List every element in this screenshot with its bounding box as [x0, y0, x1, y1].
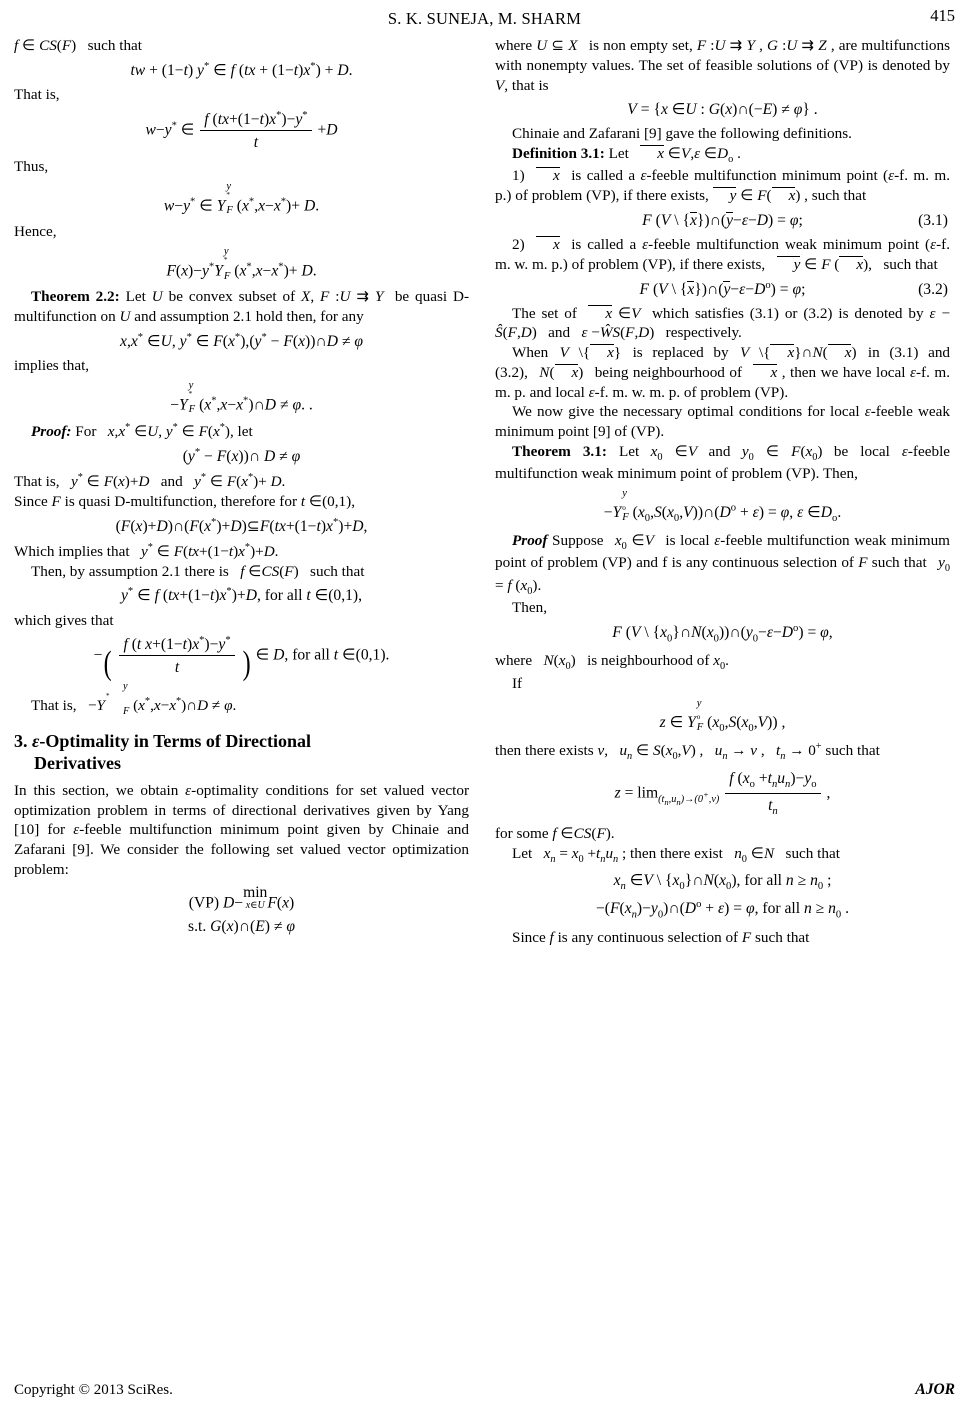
page-footer: [14, 1378, 955, 1402]
right-equation-3-2: F (V \ $\{x\})\cap(y-\varepsilon-D^o) = \varphi$; (3.2): [639, 279, 948, 298]
right-para-6: Then,: [512, 599, 548, 617]
section-3-title-line2: Derivatives: [34, 752, 121, 773]
left-para-6: That is, y* ∈ F(x)+D and y* ∈ F(x*)+ D.: [14, 471, 286, 491]
right-equation-3-1: F (V \ {x})∩(y−ε−D) = φ; (3.1): [642, 211, 948, 229]
theorem-2-2: [14, 287, 469, 327]
proof-2-2-label: Proof:: [31, 423, 72, 441]
left-equation-vp-line2: s.t. G(x)∩(E) ≠ φ: [188, 918, 295, 936]
left-para-10: which gives that: [14, 611, 114, 629]
section-3-number: 3.: [14, 730, 28, 751]
definition-3-1: [495, 144, 950, 166]
theorem-3-1-text: Let $x_0$ ∈V and $y_0$ ∈ $F(x_0)$ be local ε-feeble multifunction weak minimum point of problem (VP). Then,: [495, 442, 951, 483]
left-equation-6: −Y y * F (x*,x−x*)∩D ≠ φ. .: [170, 379, 313, 416]
theorem-3-1: [495, 442, 950, 484]
left-equation-7: (y* − F(x))∩ D ≠ φ: [182, 446, 301, 465]
section-3-title-line1: -Optimality in Terms of Directional: [39, 730, 312, 751]
left-equation-9: y* ∈ f (tx+(1−t)x*)+D, for all t ∈(0,1),: [121, 586, 362, 605]
proof-2-2-text: For x,x* ∈U, y* ∈ F(x*), let: [75, 421, 253, 441]
left-equation-1: tw + (1−t) y* ∈ f (tx + (1−t)x*) + D.: [130, 60, 353, 79]
equation-tag-3-2: (3.2): [918, 280, 948, 298]
theorem-2-2-label: Theorem 2.2:: [31, 288, 120, 306]
left-para-1: f ∈ CS(F) such that: [14, 37, 143, 54]
right-para-11: Let $x_n = x_0 +t_nu_n$ ; then there exist $n_0$ ∈N such that: [512, 844, 840, 865]
left-para-11: That is, −Y y * F (x*,x−x*)∩D ≠ φ.: [31, 681, 237, 717]
right-para-1: where U ⊆ X is non empty set, F :U ⇉ Y , G :U ⇉ Z , are multifunctions with nonempty values. The set of feasible solutions of (VP) is denoted by V, that is: [495, 37, 951, 94]
left-equation-4: F(x)−y*Y y * F (x*,x−x*)+ D.: [166, 245, 317, 282]
right-para-9: then there exists v, $u_n$ ∈ $S(x_0,V)$ , $u_n \to v$ , $t_n \to 0^+$ such that: [495, 741, 880, 763]
definition-item-1: 1) x is called a ε-feeble multifunction minimum point (ε-f. m. m. p.) of problem (VP), if there exists, y ∈ F( x) , such that: [495, 167, 950, 205]
definition-3-1-text: Let x ∈V,ε $\in D_o$ .: [608, 145, 741, 166]
left-equation-vp-line1: (VP) D− min x∈U F(x): [188, 883, 295, 912]
right-equation-3: F (V \ $\{x_0\}\cap N(x_0))\cap(y_0-\varepsilon-D^o) = \varphi$,: [612, 623, 833, 645]
left-equation-3: w−y* ∈ Y y * F (x*,x−x*)+ D.: [163, 180, 320, 217]
journal-abbreviation: AJOR: [915, 1381, 955, 1398]
left-para-8: Which implies that y* ∈ F(tx+(1−t)x*)+D.: [14, 541, 279, 560]
left-equation-2: w−y* ∈ $\frac{f (tx+(1-t)x^*)-y^*}{t}$ +D: [145, 109, 338, 151]
page-number: 415: [930, 6, 955, 25]
left-para-12: In this section, we obtain ε-optimality conditions for set valued vector optimization problem in terms of directional derivatives given by Yang [10] for ε-feeble multifunction minimum point given by Chinaie and Zafarani [9]. We consider the following set valued vector optimization problem:: [14, 781, 469, 878]
right-equation-2: −Y y $_o$ F $(x_0,S(x_0,V))\cap(D^o + \varepsilon) = \varphi$, ε $\in D_o$.: [603, 488, 842, 525]
right-equation-1: V = {x ∈U : G(x)∩(−E) ≠ φ} .: [627, 101, 818, 119]
right-para-7: where $N(x_0)$ is neighbourhood of $x_0$.: [495, 652, 729, 673]
definition-3-1-label: Definition 3.1:: [512, 145, 605, 163]
proof-3-1-text: Suppose $x_0$ ∈V is local ε-feeble multifunction weak minimum point of problem (VP) and f is any continuous selection of F such that $y_0 = f$ $(x_0)$.: [495, 531, 951, 597]
left-column: [14, 36, 469, 1354]
section-3-heading: 3. ε-Optimality in Terms of Directional Derivatives: [14, 731, 469, 775]
right-equation-6: $x_n$ ∈V \ $\{x_0\}\cap N(x_0)$, for all $n \ge n_0$ ;: [613, 872, 832, 893]
copyright-notice: Copyright © 2013 SciRes.: [14, 1381, 173, 1398]
right-para-10: for some f ∈CS(F).: [495, 825, 615, 843]
proof-3-1-label: Proof: [512, 531, 548, 549]
proof-3-1: [495, 531, 950, 598]
left-para-9: Then, by assumption 2.1 there is f ∈CS(F) such that: [31, 562, 365, 580]
right-column: [495, 36, 950, 1354]
theorem-3-1-label: Theorem 3.1:: [512, 442, 607, 460]
equation-tag-3-1: (3.1): [918, 211, 948, 229]
right-equation-5: $z = \lim_{(t_n,u_n)\to(0^+,v)}$ $\frac{f (x_o +t_nu_n)-y_o}{t_n}$ ,: [614, 769, 831, 818]
left-para-7: Since F is quasi D-multifunction, therefore for t ∈(0,1),: [14, 492, 355, 510]
right-para-5: We now give the necessary optimal conditions for local ε-feeble weak minimum point [9] of (VP).: [495, 403, 950, 441]
left-equation-5: x,x* ∈U, y* ∈ F(x*),(y* − F(x))∩D ≠ φ: [120, 331, 363, 350]
left-para-4: Hence,: [14, 223, 57, 241]
right-para-2: Chinaie and Zafarani [9] gave the following definitions.: [512, 125, 852, 143]
two-column-body: [14, 36, 955, 1354]
left-para-3: Thus,: [14, 157, 49, 175]
right-equation-7: $-(F(x_n)-y_0)\cap(D^o + \varepsilon) = \varphi$, for all $n \ge n_0$ .: [595, 899, 850, 921]
running-head-authors: S. K. SUNEJA, M. SHARM: [387, 9, 582, 28]
right-para-8: If: [512, 674, 523, 692]
left-equation-8: (F(x)+D)∩(F(x*)+D)⊆F(tx+(1−t)x*)+D,: [115, 516, 368, 535]
right-para-12: Since f is any continuous selection of F such that: [512, 928, 810, 946]
right-equation-4: z ∈ Y y $_o$ F $(x_0,S(x_0,V))$ ,: [659, 697, 786, 734]
definition-item-2: 2) x is called a ε-feeble multifunction weak minimum point (ε-f. m. w. m. p.) of problem (VP), if there exists, y ∈ F ( x), such that: [495, 236, 950, 273]
running-head: [14, 6, 955, 32]
left-equation-10: −( $\frac{f (t x+(1-t)x^*)-y^*}{t}$ ) ∈ D, for all t ∈(0,1).: [93, 635, 390, 683]
left-para-2: That is,: [14, 85, 60, 103]
right-para-4: When V \{ x} is replaced by V \{ x}∩N( x) in (3.1) and (3.2), N( x) being neighbourhood of x , then we have local ε-f. m. m. p. and local ε-f. m. w. m. p. of problem (VP).: [495, 344, 951, 401]
right-para-3: The set of x ∈V which satisfies (3.1) or (3.2) is denoted by ε − Ŝ(F,D) and ε −ŴS(F,D) respectively.: [495, 304, 951, 342]
theorem-2-2-text: Let U be convex subset of X, F :U ⇉ Y be quasi D-multifunction on U and assumption 2.1 hold then, for any: [14, 288, 470, 325]
proof-2-2: [14, 421, 469, 442]
left-para-5: implies that,: [14, 356, 90, 374]
